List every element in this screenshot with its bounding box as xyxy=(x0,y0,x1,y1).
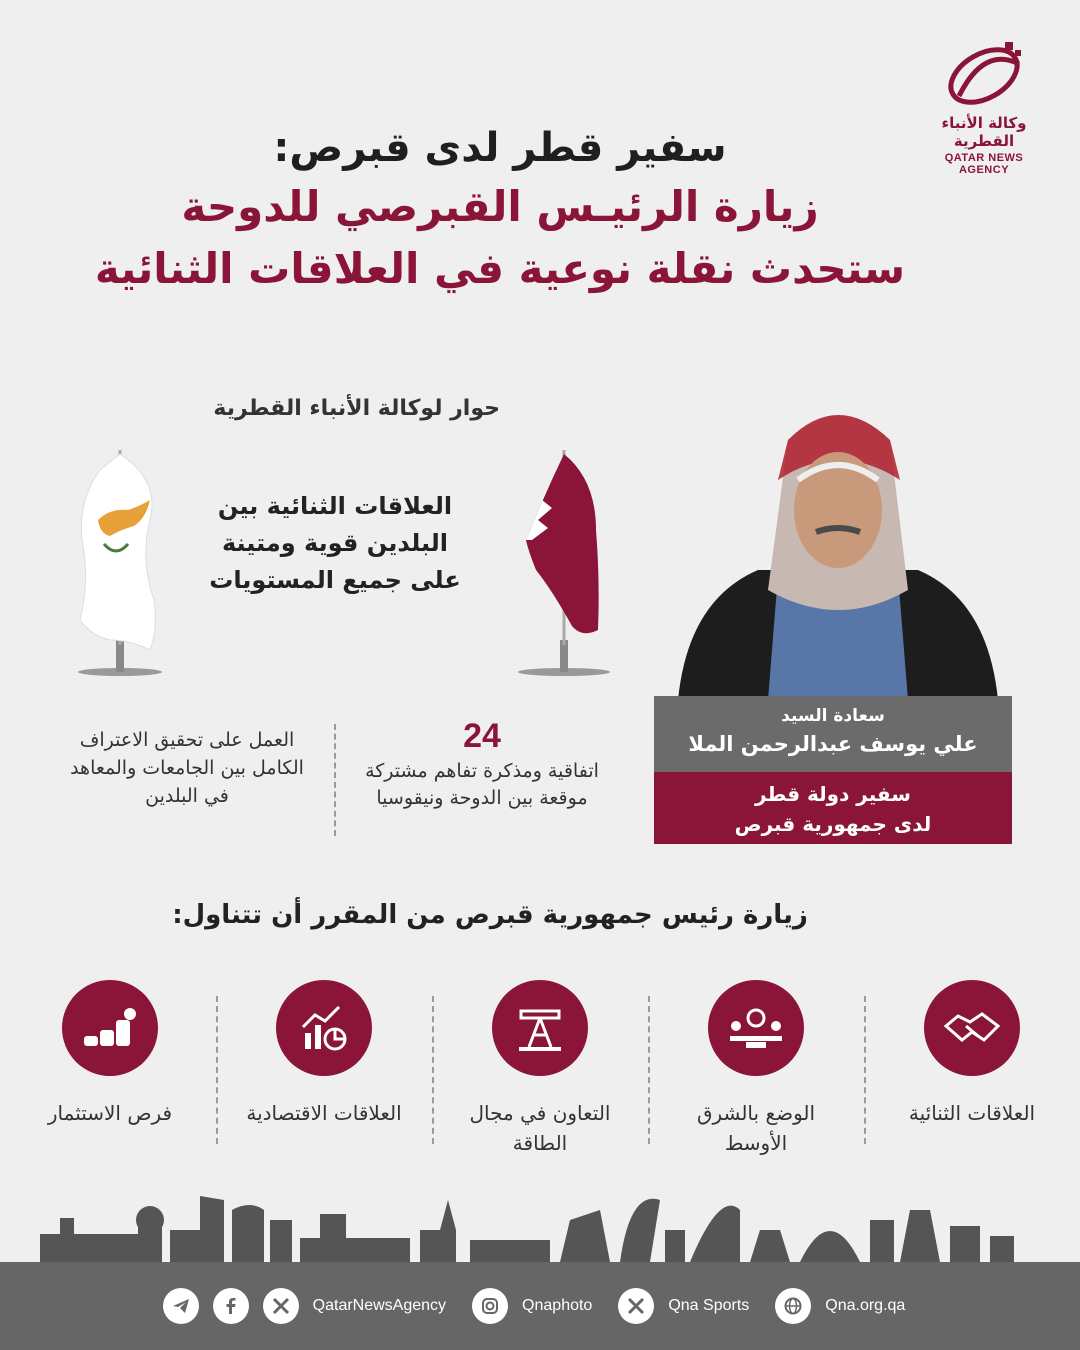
topic-label: التعاون في مجال الطاقة xyxy=(469,1101,611,1155)
topic-divider xyxy=(432,996,434,1144)
agreements-count: 24 xyxy=(463,717,501,755)
topic-label: فرص الاستثمار xyxy=(47,1101,173,1125)
headline xyxy=(60,120,940,300)
qna-logo xyxy=(924,36,1044,176)
logo-name-ar: وكالة الأنباء القطرية xyxy=(941,114,1027,150)
agreements-stat xyxy=(362,716,602,812)
sports-link[interactable]: Qna Sports xyxy=(668,1297,750,1314)
ambassador-photo xyxy=(668,400,1008,700)
topic-bilateral xyxy=(882,980,1062,1128)
facebook-icon[interactable] xyxy=(213,1288,249,1324)
meeting-icon xyxy=(708,980,804,1076)
headline-line-3: ستحدث نقلة نوعية في العلاقات الثنائية xyxy=(94,244,906,293)
globe-icon[interactable] xyxy=(775,1288,811,1324)
quote-text: العلاقات الثنائية بين البلدين قوية ومتينة على جميع المستويات xyxy=(209,492,461,594)
logo-name-en: QATAR NEWS AGENCY xyxy=(944,152,1024,176)
website-link[interactable]: Qna.org.qa xyxy=(825,1297,906,1314)
cyprus-flag-icon xyxy=(70,440,180,680)
coins-icon xyxy=(62,980,158,1076)
city-skyline xyxy=(0,1190,1080,1262)
topic-label: الوضع بالشرق الأوسط xyxy=(696,1101,816,1155)
telegram-icon[interactable] xyxy=(163,1288,199,1324)
topic-divider xyxy=(648,996,650,1144)
stat-divider xyxy=(334,724,336,836)
topic-divider xyxy=(864,996,866,1144)
topic-investment xyxy=(20,980,200,1128)
handshake-icon xyxy=(924,980,1020,1076)
person-title-line-2: لدى جمهورية قبرص xyxy=(734,812,932,836)
person-honorific: سعادة السيد xyxy=(781,706,885,726)
instagram-link[interactable]: Qnaphoto xyxy=(522,1297,593,1314)
person-name: علي يوسف عبدالرحمن الملا xyxy=(688,732,978,756)
instagram-icon[interactable] xyxy=(472,1288,508,1324)
topics-title: زيارة رئيس جمهورية قبرص من المقرر أن تتناول: xyxy=(172,900,808,930)
topic-label: العلاقات الاقتصادية xyxy=(246,1101,402,1125)
person-title-line-1: سفير دولة قطر xyxy=(755,782,911,806)
topic-divider xyxy=(216,996,218,1144)
social-handle-link[interactable]: QatarNewsAgency xyxy=(312,1297,447,1314)
oil-pump-icon xyxy=(492,980,588,1076)
interview-label: حوار لوكالة الأنباء القطرية xyxy=(213,396,500,421)
topic-middle-east xyxy=(666,980,846,1158)
topic-label: العلاقات الثنائية xyxy=(908,1101,1036,1125)
economy-chart-icon xyxy=(276,980,372,1076)
footer xyxy=(0,1262,1080,1350)
headline-line-1: سفير قطر لدى قبرص: xyxy=(273,125,727,171)
x-sports-icon[interactable] xyxy=(618,1288,654,1324)
qna-emblem-icon xyxy=(939,36,1029,108)
person-caption xyxy=(654,696,1012,772)
topic-energy xyxy=(450,980,630,1158)
recognition-text: العمل على تحقيق الاعتراف الكامل بين الجامعات والمعاهد في البلدين xyxy=(70,729,304,807)
qatar-flag-icon xyxy=(512,440,622,680)
x-icon[interactable] xyxy=(263,1288,299,1324)
topic-economy xyxy=(234,980,414,1128)
person-title xyxy=(654,772,1012,844)
agreements-text: اتفاقية ومذكرة تفاهم مشتركة موقعة بين الدوحة ونيقوسيا xyxy=(365,760,599,809)
headline-line-2: زيارة الرئيـس القبرصي للدوحة xyxy=(181,182,819,231)
